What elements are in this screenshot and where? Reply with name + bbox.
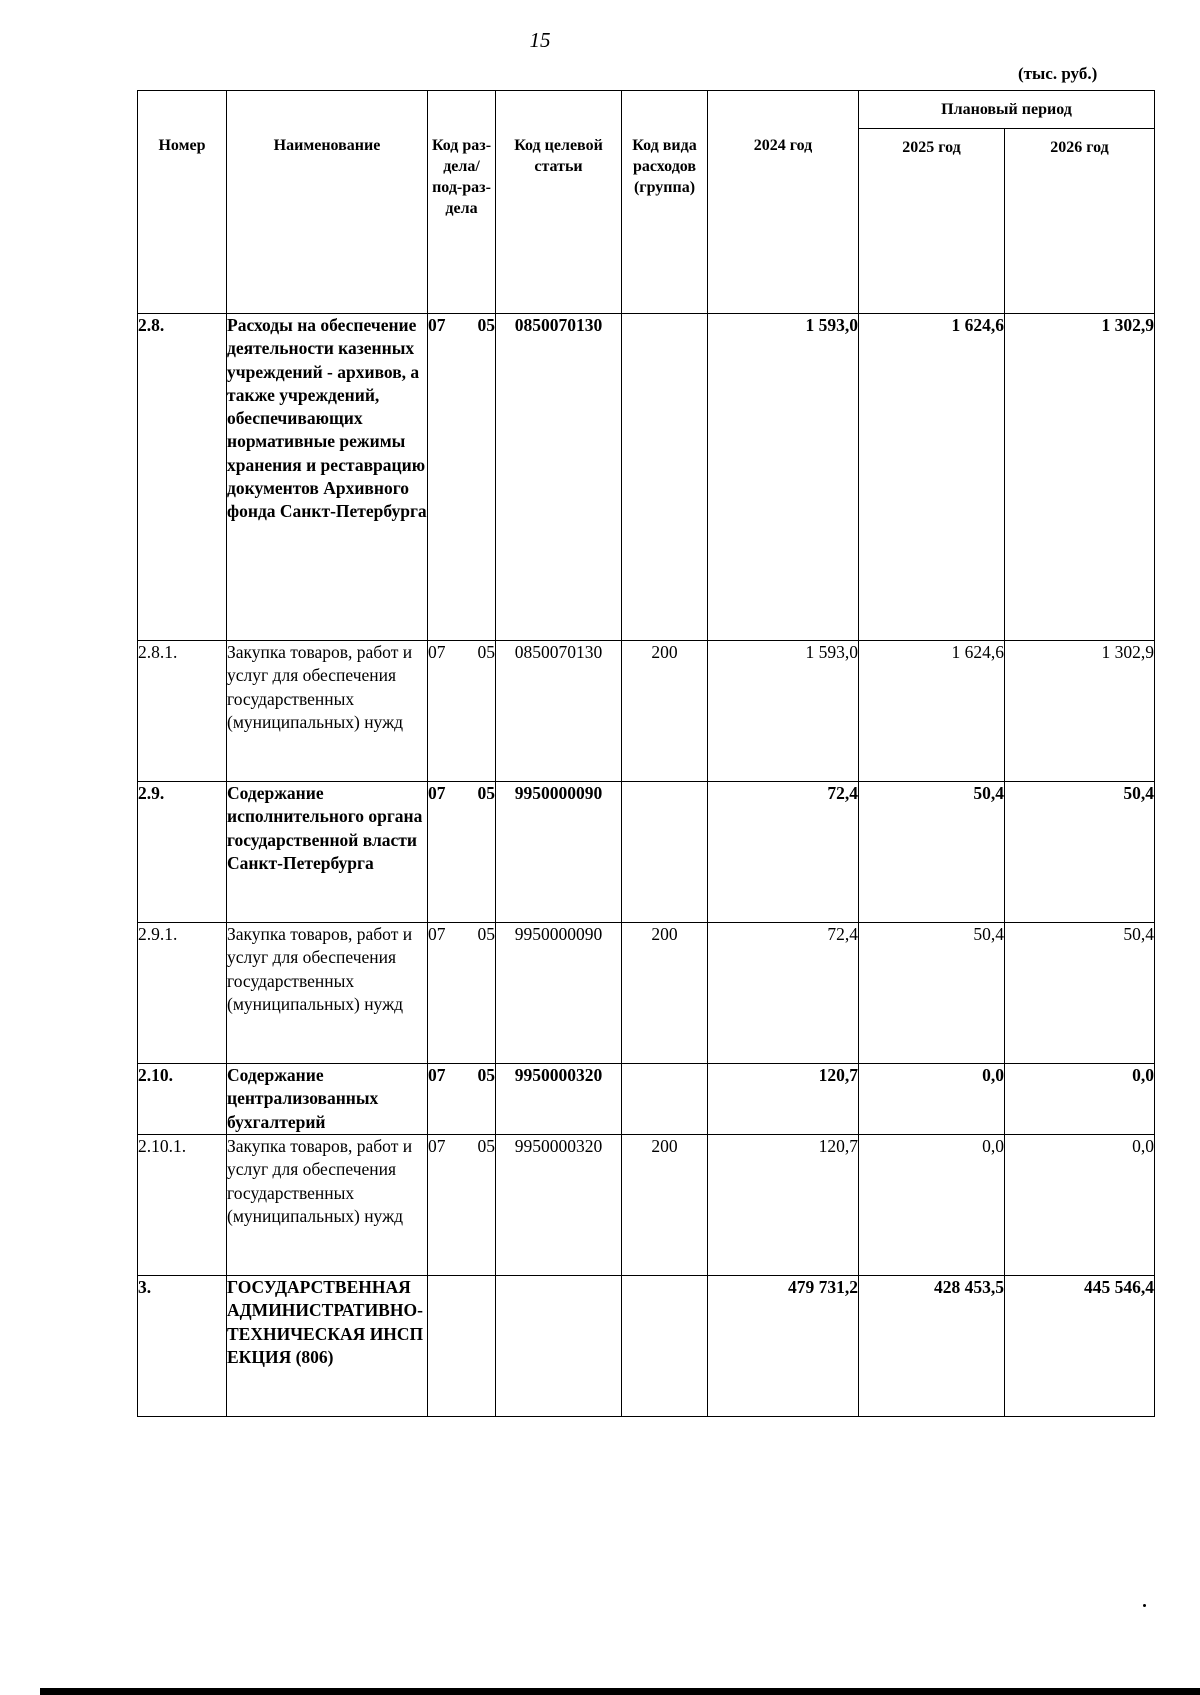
row-name: Расходы на обеспечение деятельности казенных учреждений - архивов, а также учреждений, обеспечивающих нормативные режимы хранения и реставрацию документов Архивного фонда Санкт-Петербурга [227, 314, 428, 641]
subsection-code: 05 [477, 642, 495, 662]
row-amount-2024: 120,7 [708, 1135, 859, 1276]
row-name: Содержание централизованных бухгалтерий [227, 1064, 428, 1135]
row-amount-2025: 0,0 [859, 1135, 1005, 1276]
header-section-code: Код раз-дела/ под-раз-дела [428, 91, 496, 314]
row-amount-2025: 1 624,6 [859, 641, 1005, 782]
budget-table [137, 90, 1155, 1417]
row-amount-2025: 1 624,6 [859, 314, 1005, 641]
row-section-code [428, 1064, 496, 1135]
row-target-code: 9950000090 [496, 782, 622, 923]
subsection-code: 05 [477, 1136, 495, 1156]
section-code: 07 [428, 924, 446, 944]
table-row [138, 1064, 1155, 1135]
row-target-code [496, 1276, 622, 1417]
subsection-code: 05 [477, 315, 495, 335]
row-name: Содержание исполнительного органа государственной власти Санкт-Петербурга [227, 782, 428, 923]
row-amount-2024: 72,4 [708, 923, 859, 1064]
header-year-2024: 2024 год [708, 91, 859, 314]
row-amount-2024: 120,7 [708, 1064, 859, 1135]
row-amount-2025: 50,4 [859, 782, 1005, 923]
row-section-code [428, 1276, 496, 1417]
header-number: Номер [138, 91, 227, 314]
row-section-code [428, 641, 496, 782]
table-row [138, 641, 1155, 782]
section-code: 07 [428, 642, 446, 662]
row-section-code [428, 782, 496, 923]
row-expense-type [622, 1064, 708, 1135]
table-row [138, 1135, 1155, 1276]
row-amount-2026: 1 302,9 [1005, 314, 1155, 641]
row-name: ГОСУДАРСТВЕННАЯ АДМИНИСТРАТИВНО-ТЕХНИЧЕСКАЯ ИНСПЕКЦИЯ (806) [227, 1276, 428, 1417]
scan-border-bar [40, 1688, 1200, 1695]
table-row [138, 782, 1155, 923]
row-expense-type [622, 314, 708, 641]
row-expense-type: 200 [622, 641, 708, 782]
row-amount-2024: 1 593,0 [708, 641, 859, 782]
row-section-code [428, 314, 496, 641]
row-number: 2.9. [138, 782, 227, 923]
header-name: Наименование [227, 91, 428, 314]
row-amount-2026: 445 546,4 [1005, 1276, 1155, 1417]
row-number: 2.10.1. [138, 1135, 227, 1276]
table-row [138, 923, 1155, 1064]
header-target-code: Код целевой статьи [496, 91, 622, 314]
section-code: 07 [428, 1065, 446, 1085]
row-amount-2025: 50,4 [859, 923, 1005, 1064]
row-amount-2024: 72,4 [708, 782, 859, 923]
units-label: (тыс. руб.) [1018, 64, 1098, 83]
row-target-code: 9950000090 [496, 923, 622, 1064]
row-target-code: 0850070130 [496, 314, 622, 641]
subsection-code: 05 [477, 783, 495, 803]
section-code: 07 [428, 1136, 446, 1156]
section-code: 07 [428, 315, 446, 335]
row-expense-type [622, 1276, 708, 1417]
table-row [138, 314, 1155, 641]
section-code: 07 [428, 783, 446, 803]
row-amount-2026: 50,4 [1005, 923, 1155, 1064]
row-number: 3. [138, 1276, 227, 1417]
header-planned-period: Плановый период [859, 91, 1155, 129]
row-target-code: 9950000320 [496, 1064, 622, 1135]
header-year-2026: 2026 год [1005, 129, 1155, 314]
subsection-code: 05 [477, 1065, 495, 1085]
row-amount-2026: 0,0 [1005, 1064, 1155, 1135]
row-amount-2026: 1 302,9 [1005, 641, 1155, 782]
row-name: Закупка товаров, работ и услуг для обеспечения государственных (муниципальных) нужд [227, 641, 428, 782]
row-target-code: 0850070130 [496, 641, 622, 782]
scan-speck [1143, 1604, 1146, 1607]
subsection-code: 05 [477, 924, 495, 944]
row-number: 2.8.1. [138, 641, 227, 782]
row-number: 2.9.1. [138, 923, 227, 1064]
row-expense-type: 200 [622, 923, 708, 1064]
header-year-2025: 2025 год [859, 129, 1005, 314]
row-section-code [428, 1135, 496, 1276]
page-number: 15 [529, 28, 551, 52]
row-amount-2024: 1 593,0 [708, 314, 859, 641]
row-amount-2024: 479 731,2 [708, 1276, 859, 1417]
row-amount-2025: 428 453,5 [859, 1276, 1005, 1417]
row-number: 2.10. [138, 1064, 227, 1135]
row-amount-2026: 50,4 [1005, 782, 1155, 923]
row-name: Закупка товаров, работ и услуг для обеспечения государственных (муниципальных) нужд [227, 923, 428, 1064]
row-amount-2026: 0,0 [1005, 1135, 1155, 1276]
row-number: 2.8. [138, 314, 227, 641]
row-expense-type: 200 [622, 1135, 708, 1276]
row-expense-type [622, 782, 708, 923]
row-target-code: 9950000320 [496, 1135, 622, 1276]
header-expense-type: Код вида расходов (группа) [622, 91, 708, 314]
row-amount-2025: 0,0 [859, 1064, 1005, 1135]
table-row [138, 1276, 1155, 1417]
row-name: Закупка товаров, работ и услуг для обеспечения государственных (муниципальных) нужд [227, 1135, 428, 1276]
row-section-code [428, 923, 496, 1064]
